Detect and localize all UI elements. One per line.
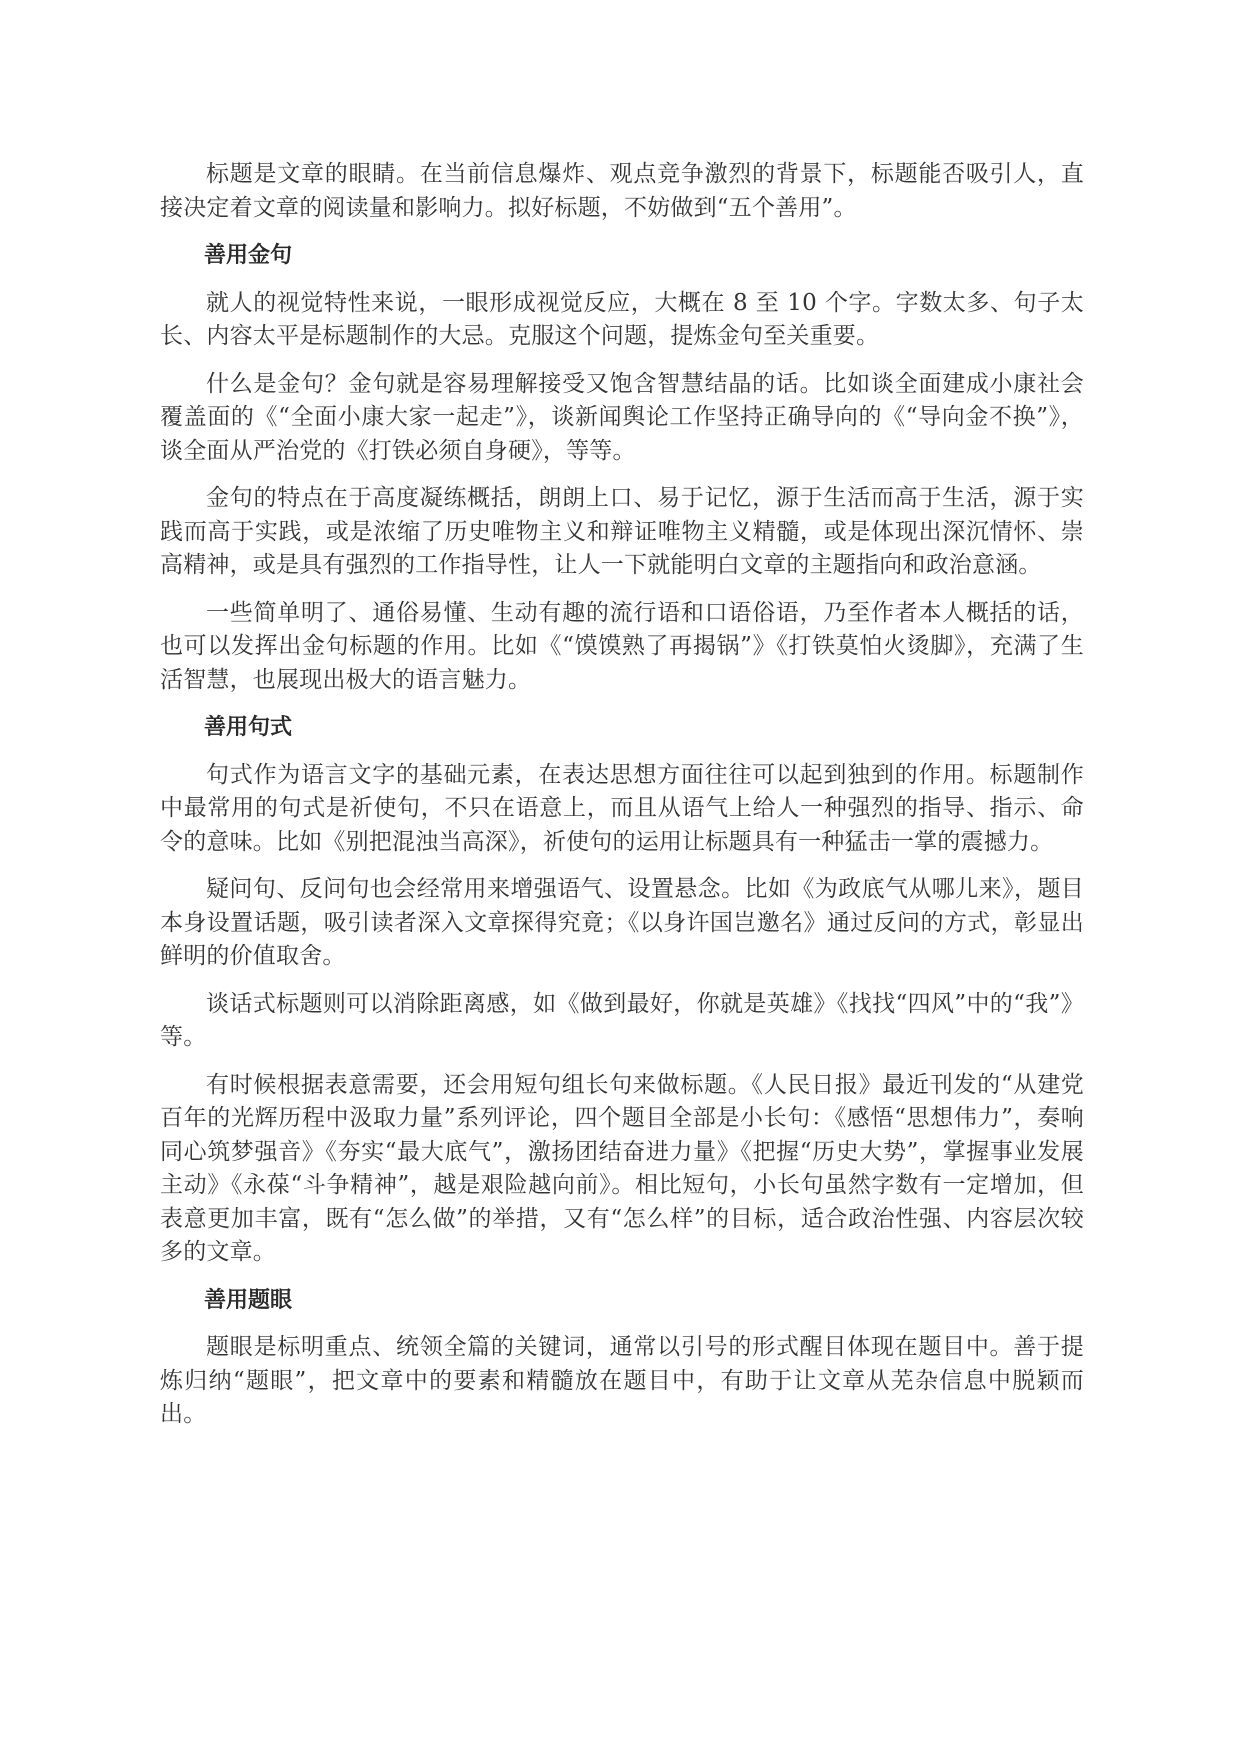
paragraph: 谈话式标题则可以消除距离感，如《做到最好，你就是英雄》《找找“四风”中的“我”》等。 bbox=[160, 990, 1084, 1050]
section-heading: 善用句式 bbox=[204, 715, 293, 740]
document-body bbox=[160, 158, 1084, 1446]
paragraph: 疑问句、反问句也会经常用来增强语气、设置悬念。比如《为政底气从哪儿来》，题目本身设置话题，吸引读者深入文章探得究竟；《以身许国岂邀名》通过反问的方式，彰显出鲜明的价值取舍。 bbox=[160, 876, 1084, 969]
paragraph: 就人的视觉特性来说，一眼形成视觉反应，大概在 8 至 10 个字。字数太多、句子太长、内容太平是标题制作的大忌。克服这个问题，提炼金句至关重要。 bbox=[160, 289, 1084, 349]
paragraph: 什么是金句？金句就是容易理解接受又饱含智慧结晶的话。比如谈全面建成小康社会覆盖面的《“全面小康大家一起走”》，谈新闻舆论工作坚持正确导向的《“导向金不换”》，谈全面从严治党的《打铁必须自身硬》，等等。 bbox=[160, 370, 1084, 464]
paragraph: 有时候根据表意需要，还会用短句组长句来做标题。《人民日报》最近刊发的“从建党百年的光辉历程中汲取力量”系列评论，四个题目全部是小长句：《感悟“思想伟力”，奏响同心筑梦强音》《夯实“最大底气”，激扬团结奋进力量》《把握“历史大势”，掌握事业发展主动》《永葆“斗争精神”，越是艰险越向前》。相比短句，小长句虽然字数有一定增加，但表意更加丰富，既有“怎么做”的举措，又有“怎么样”的目标，适合政治性强、内容层次较多的文章。 bbox=[160, 1071, 1084, 1265]
paragraph: 句式作为语言文字的基础元素，在表达思想方面往往可以起到独到的作用。标题制作中最常用的句式是祈使句，不只在语意上，而且从语气上给人一种强烈的指导、指示、命令的意味。比如《别把混浊当高深》，祈使句的运用让标题具有一种猛击一掌的震撼力。 bbox=[160, 761, 1084, 855]
paragraph: 金句的特点在于高度凝练概括，朗朗上口、易于记忆，源于生活而高于生活，源于实践而高于实践，或是浓缩了历史唯物主义和辩证唯物主义精髓，或是体现出深沉情怀、崇高精神，或是具有强烈的工作指导性，让人一下就能明白文章的主题指向和政治意涵。 bbox=[160, 485, 1084, 578]
section-heading: 善用题眼 bbox=[204, 1287, 293, 1313]
paragraph: 标题是文章的眼睛。在当前信息爆炸、观点竞争激烈的背景下，标题能否吸引人，直接决定着文章的阅读量和影响力。拟好标题，不妨做到“五个善用”。 bbox=[160, 161, 1084, 221]
paragraph: 题眼是标明重点、统领全篇的关键词，通常以引号的形式醒目体现在题目中。善于提炼归纳“题眼”，把文章中的要素和精髓放在题目中，有助于让文章从芜杂信息中脱颖而出。 bbox=[160, 1334, 1084, 1427]
section-heading: 善用金句 bbox=[204, 243, 293, 268]
paragraph: 一些简单明了、通俗易懂、生动有趣的流行语和口语俗语，乃至作者本人概括的话，也可以发挥出金句标题的作用。比如《“馍馍熟了再揭锅”》《打铁莫怕火烫脚》，充满了生活智慧，也展现出极大的语言魅力。 bbox=[160, 599, 1084, 693]
